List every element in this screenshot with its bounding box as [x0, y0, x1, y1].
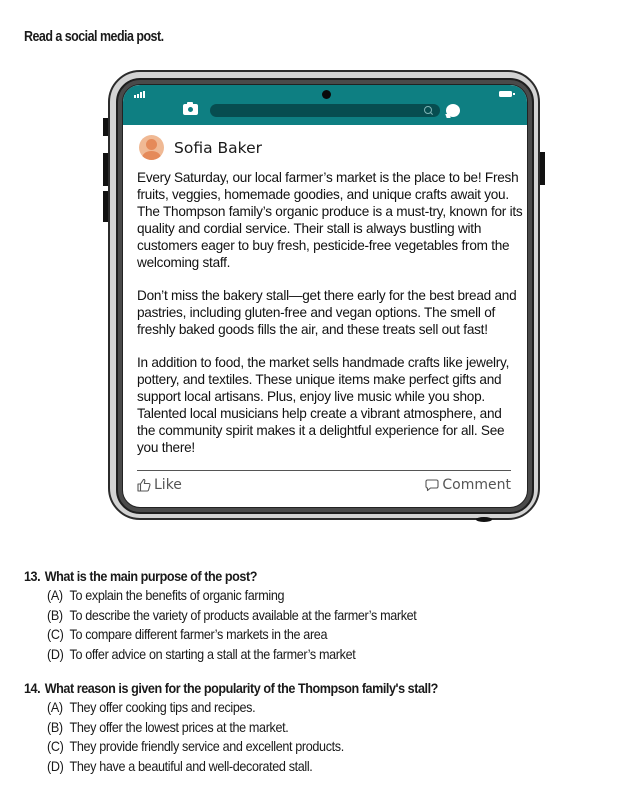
comment-button[interactable]	[425, 477, 511, 493]
comment-icon	[425, 478, 439, 492]
option-letter: (D)	[47, 645, 64, 662]
option-text: To offer advice on starting a stall at the farmer’s market	[69, 645, 356, 662]
option-text: They have a beautiful and well-decorated stall.	[69, 757, 313, 774]
option-letter: (B)	[47, 606, 63, 623]
post-author	[139, 135, 262, 160]
answer-option[interactable]	[47, 757, 566, 777]
option-text: To compare different farmer’s markets in the area	[69, 626, 328, 642]
question-13	[24, 567, 624, 664]
app-header	[123, 85, 527, 125]
question-number: 13.	[24, 568, 41, 584]
search-icon[interactable]	[424, 106, 432, 114]
search-input[interactable]	[210, 104, 440, 117]
instruction-heading: Read a social media post.	[24, 29, 164, 45]
question-text: What reason is given for the popularity of the Thompson family's stall?	[44, 680, 438, 696]
post-divider	[137, 470, 511, 471]
question-stem	[24, 679, 564, 698]
phone-screen	[122, 84, 528, 508]
answer-option[interactable]	[47, 645, 566, 665]
answer-option[interactable]	[47, 625, 566, 645]
thumbs-up-icon	[137, 478, 151, 492]
camera-icon[interactable]	[183, 104, 198, 115]
option-text: To describe the variety of products available at the farmer’s market	[69, 606, 417, 623]
question-number: 14.	[24, 680, 41, 696]
like-label: Like	[154, 477, 182, 493]
like-button[interactable]	[137, 477, 182, 493]
option-letter: (B)	[47, 718, 63, 735]
phone-port	[476, 517, 492, 522]
battery-icon	[499, 91, 512, 97]
option-letter: (D)	[47, 757, 64, 774]
avatar[interactable]	[139, 135, 164, 160]
option-letter: (A)	[47, 587, 63, 603]
answer-option[interactable]	[47, 606, 566, 626]
option-text: They provide friendly service and excellent products.	[69, 738, 344, 754]
signal-icon	[134, 91, 145, 98]
answer-option[interactable]	[47, 737, 566, 757]
questions	[24, 567, 624, 791]
option-letter: (A)	[47, 699, 63, 715]
question-text: What is the main purpose of the post?	[44, 568, 257, 584]
post-paragraph: Every Saturday, our local farmer’s market is the place to be! Fresh fruits, veggies, homemade goodies, and unique crafts await you. The Thompson family’s organic produce is a must-try, known for its quality and cordial service. Their stall is always bustling with customers eager to buy fresh, pesticide-free vegetables from the welcoming staff.	[137, 170, 523, 270]
post-paragraph: Don’t miss the bakery stall—get there early for the best bread and pastries, including gluten-free and vegan options. The smell of freshly baked goods fills the air, and these treats sell out fast!	[137, 288, 517, 337]
question-14	[24, 679, 624, 776]
option-text: To explain the benefits of organic farming	[69, 587, 285, 603]
option-letter: (C)	[47, 738, 64, 754]
option-letter: (C)	[47, 626, 64, 642]
front-camera-icon	[322, 90, 331, 99]
question-stem	[24, 567, 564, 586]
option-text: They offer cooking tips and recipes.	[69, 699, 256, 715]
author-name[interactable]: Sofia Baker	[174, 138, 262, 157]
answer-option[interactable]	[47, 586, 566, 606]
option-text: They offer the lowest prices at the market.	[69, 718, 289, 735]
answer-option[interactable]	[47, 698, 566, 718]
post-paragraph: In addition to food, the market sells handmade crafts like jewelry, pottery, and textiles. These unique items make perfect gifts and support local artisans. Plus, enjoy live music while you shop. Talented local musicians help create a vibrant atmosphere, and the community spirit makes it a delightful experience for all. See you there!	[137, 355, 510, 455]
chat-icon[interactable]	[446, 104, 460, 117]
answer-option[interactable]	[47, 718, 566, 738]
post-body	[137, 169, 523, 472]
post-actions	[137, 477, 511, 497]
comment-label: Comment	[442, 477, 511, 493]
